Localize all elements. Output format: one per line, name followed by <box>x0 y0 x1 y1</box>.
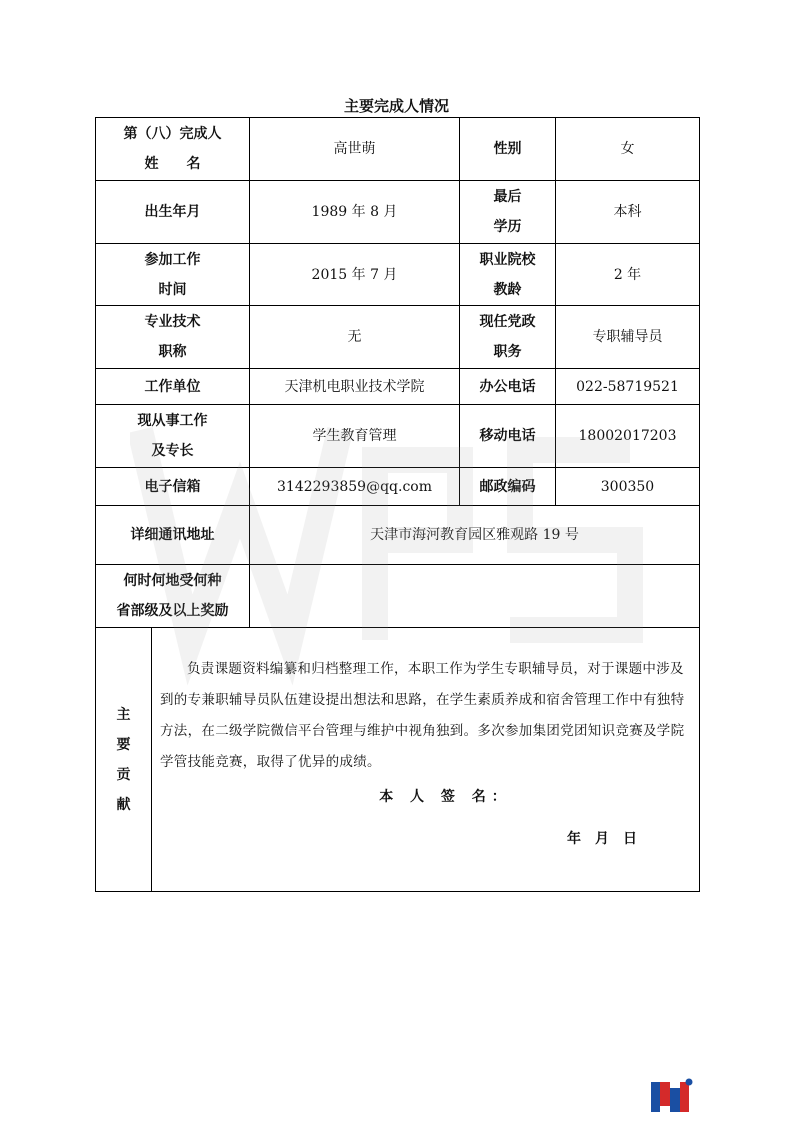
address-value: 天津市海河教育园区雅观路 19 号 <box>250 506 700 565</box>
employer-value: 天津机电职业技术学院 <box>250 369 460 405</box>
teaching-years-label: 职业院校 教龄 <box>460 244 556 306</box>
address-label: 详细通讯地址 <box>96 506 250 565</box>
email-value: 3142293859@qq.com <box>250 468 460 506</box>
pro-title-value: 无 <box>250 306 460 369</box>
row-current-work <box>96 405 700 468</box>
current-work-value: 学生教育管理 <box>250 405 460 468</box>
contribution-content <box>152 628 700 892</box>
postcode-label: 邮政编码 <box>460 468 556 506</box>
row-title <box>96 306 700 369</box>
work-start-value: 2015 年 7 月 <box>250 244 460 306</box>
pro-title-label: 专业技术 职称 <box>96 306 250 369</box>
postcode-value: 300350 <box>556 468 700 506</box>
birth-label: 出生年月 <box>96 181 250 244</box>
teaching-years-value: 2 年 <box>556 244 700 306</box>
row-employer <box>96 369 700 405</box>
row-work-start <box>96 244 700 306</box>
work-start-label: 参加工作 时间 <box>96 244 250 306</box>
birth-value: 1989 年 8 月 <box>250 181 460 244</box>
row-address <box>96 506 700 565</box>
date-label: 年 月 日 <box>567 830 637 847</box>
position-value: 专职辅导员 <box>556 306 700 369</box>
row-awards <box>96 565 700 628</box>
employer-label: 工作单位 <box>96 369 250 405</box>
education-value: 本科 <box>556 181 700 244</box>
email-label: 电子信箱 <box>96 468 250 506</box>
gender-value: 女 <box>556 118 700 181</box>
current-work-label: 现从事工作 及专长 <box>96 405 250 468</box>
name-value: 高世萌 <box>250 118 460 181</box>
position-label: 现任党政 职务 <box>460 306 556 369</box>
brand-logo-icon <box>651 1078 693 1114</box>
info-table <box>95 117 700 892</box>
education-label: 最后 学历 <box>460 181 556 244</box>
awards-value <box>250 565 700 628</box>
row-name <box>96 118 700 181</box>
row-contribution <box>96 628 700 892</box>
row-email <box>96 468 700 506</box>
contribution-label: 主 要 贡 献 <box>96 628 152 892</box>
signature-label: 本 人 签 名： <box>379 788 512 805</box>
office-phone-label: 办公电话 <box>460 369 556 405</box>
mobile-label: 移动电话 <box>460 405 556 468</box>
page-title: 主要完成人情况 <box>343 97 449 115</box>
name-label: 第（八）完成人 姓 名 <box>96 118 250 181</box>
office-phone-value: 022-58719521 <box>556 369 700 405</box>
row-birth <box>96 181 700 244</box>
gender-label: 性别 <box>460 118 556 181</box>
contribution-text: 负责课题资料编纂和归档整理工作，本职工作为学生专职辅导员，对于课题中涉及到的专兼职辅导员队伍建设提出想法和思路，在学生素质养成和宿舍管理工作中有独特方法，在二级学院微信平台管理与维护中视角独到。多次参加集团党团知识竞赛及学院学管技能竞赛，取得了优异的成绩。 <box>160 660 685 770</box>
awards-label: 何时何地受何种 省部级及以上奖励 <box>96 565 250 628</box>
mobile-value: 18002017203 <box>556 405 700 468</box>
